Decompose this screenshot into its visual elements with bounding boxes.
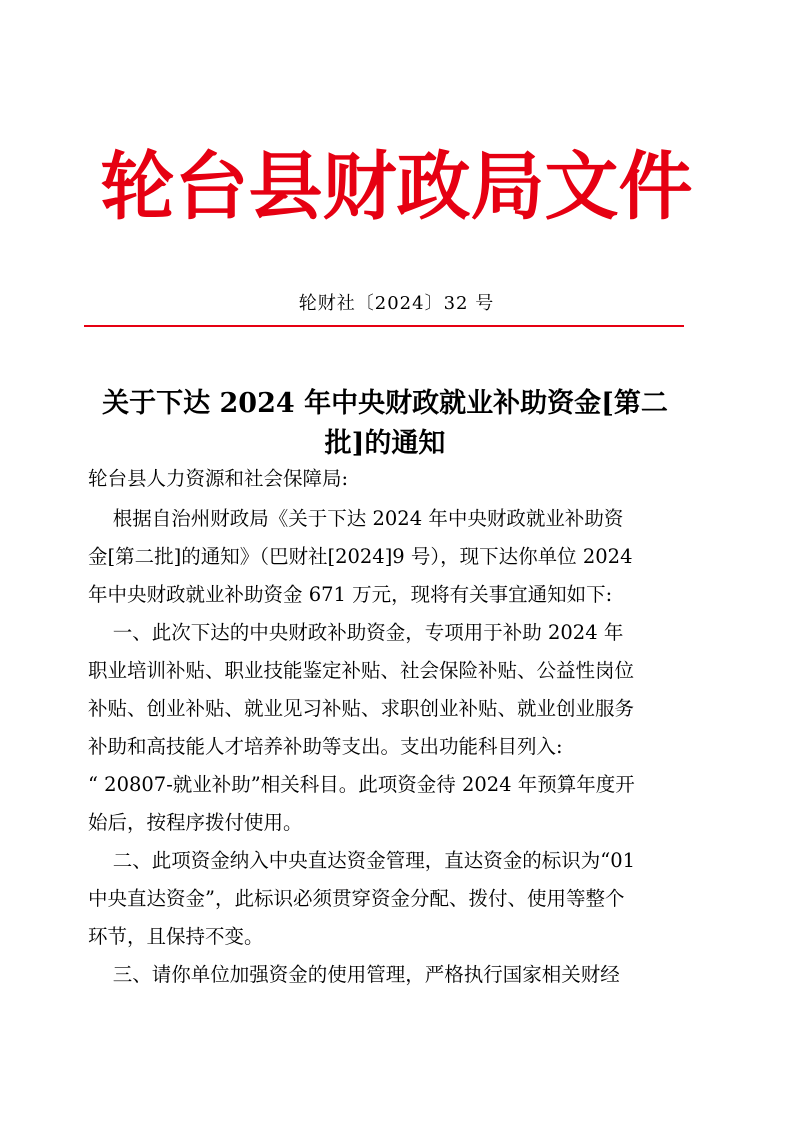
document-subject bbox=[85, 384, 685, 464]
body-line: 根据自治州财政局《关于下达 2024 年中央财政就业补助资 bbox=[88, 507, 624, 530]
body-line: 职业培训补贴、职业技能鉴定补贴、社会保险补贴、公益性岗位 bbox=[88, 659, 635, 682]
body-line: 环节，且保持不变。 bbox=[88, 925, 264, 948]
body-line: 补贴、创业补贴、就业见习补贴、求职创业补贴、就业创业服务 bbox=[88, 697, 635, 720]
red-divider-line bbox=[84, 325, 684, 327]
body-line: 一、此次下达的中央财政补助资金，专项用于补助 2024 年 bbox=[88, 621, 624, 644]
body-line: 始后，按程序拨付使用。 bbox=[88, 811, 303, 834]
subject-line-1: 关于下达 2024 年中央财政就业补助资金[第二 bbox=[102, 388, 668, 419]
body-line: 二、此项资金纳入中央直达资金管理，直达资金的标识为“01 bbox=[88, 849, 636, 872]
body-line: 补助和高技能人才培养补助等支出。支出功能科目列入: bbox=[88, 735, 563, 758]
body-line: 金[第二批]的通知》（巴财社[2024]9 号），现下达你单位 2024 bbox=[88, 545, 633, 568]
body-line: 三、请你单位加强资金的使用管理，严格执行国家相关财经 bbox=[88, 963, 620, 986]
document-header-title: 轮台县财政局文件 bbox=[100, 144, 693, 230]
document-number: 轮财社〔2024〕32 号 bbox=[298, 293, 495, 314]
body-text bbox=[88, 500, 698, 994]
subject-line-2: 批]的通知 bbox=[324, 428, 446, 459]
body-line: “ 20807-就业补助”相关科目。此项资金待 2024 年预算年度开 bbox=[88, 773, 635, 796]
body-line: 年中央财政就业补助资金 671 万元，现将有关事宜通知如下: bbox=[88, 583, 613, 606]
body-line: 中央直达资金”，此标识必须贯穿资金分配、拨付、使用等整个 bbox=[88, 887, 625, 910]
addressee: 轮台县人力资源和社会保障局: bbox=[88, 467, 349, 490]
